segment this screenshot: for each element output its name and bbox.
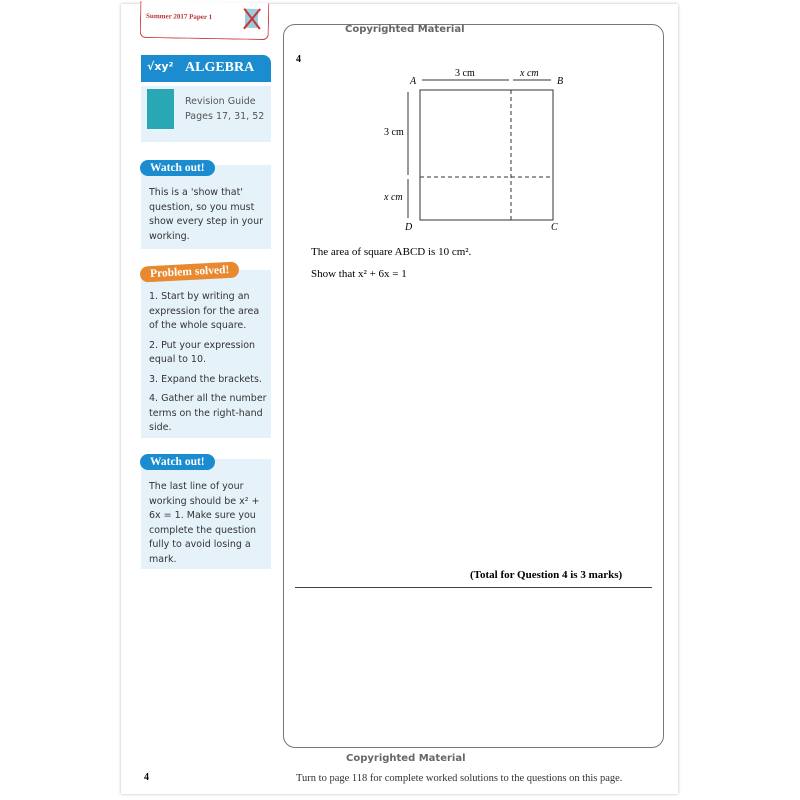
section-title: ALGEBRA bbox=[185, 60, 255, 75]
watch-out-box-2 bbox=[141, 459, 271, 569]
exam-tag-text: Summer 2017 Paper 1 bbox=[146, 11, 213, 22]
watch-out-text-1: This is a 'show that' question, so you must show every step in your working. bbox=[149, 187, 264, 242]
vertex-b: B bbox=[557, 76, 564, 87]
step: 4. Gather all the number terms on the right-hand side. bbox=[149, 393, 267, 433]
vertex-d: D bbox=[405, 222, 413, 233]
watermark-top: Copyrighted Material bbox=[345, 24, 465, 35]
watermark-bottom: Copyrighted Material bbox=[346, 753, 466, 764]
book-cover-icon bbox=[147, 89, 174, 129]
question-show-that: Show that x² + 6x = 1 bbox=[311, 268, 407, 280]
crossed-paper-icon bbox=[243, 7, 261, 31]
question-number: 4 bbox=[296, 54, 301, 65]
step: 1. Start by writing an expression for the area of the whole square. bbox=[149, 291, 260, 331]
step: 3. Expand the brackets. bbox=[149, 373, 262, 385]
revision-guide-box bbox=[141, 86, 271, 142]
label-left-xcm: x cm bbox=[384, 192, 403, 203]
section-header bbox=[141, 55, 271, 82]
label-top-xcm: x cm bbox=[520, 68, 539, 79]
question-statement: The area of square ABCD is 10 cm². bbox=[311, 246, 472, 258]
watch-out-box-1 bbox=[141, 165, 271, 249]
problem-solved-label: Problem solved! bbox=[140, 261, 240, 282]
page-number: 4 bbox=[144, 772, 149, 783]
problem-steps bbox=[149, 290, 269, 436]
step: 2. Put your expression equal to 10. bbox=[149, 339, 256, 365]
watch-out-text-2: The last line of your working should be x² + 6x = 1. Make sure you complete the question fully to avoid losing a mark. bbox=[149, 481, 260, 565]
vertex-c: C bbox=[551, 222, 558, 233]
footer-text: Turn to page 118 for complete worked solutions to the questions on this page. bbox=[296, 773, 623, 784]
divider bbox=[295, 587, 652, 588]
watch-out-label-1: Watch out! bbox=[140, 160, 215, 176]
vertex-a: A bbox=[410, 76, 417, 87]
label-left-3cm: 3 cm bbox=[384, 127, 404, 138]
total-marks: (Total for Question 4 is 3 marks) bbox=[470, 569, 623, 581]
square-diagram bbox=[370, 60, 590, 240]
label-top-3cm: 3 cm bbox=[455, 68, 475, 79]
algebra-icon: √xy² bbox=[147, 60, 174, 73]
problem-solved-box bbox=[141, 270, 271, 438]
watch-out-label-2: Watch out! bbox=[140, 454, 215, 470]
revision-text: Revision Guide Pages 17, 31, 52 bbox=[185, 96, 265, 122]
exam-tag bbox=[140, 1, 270, 40]
